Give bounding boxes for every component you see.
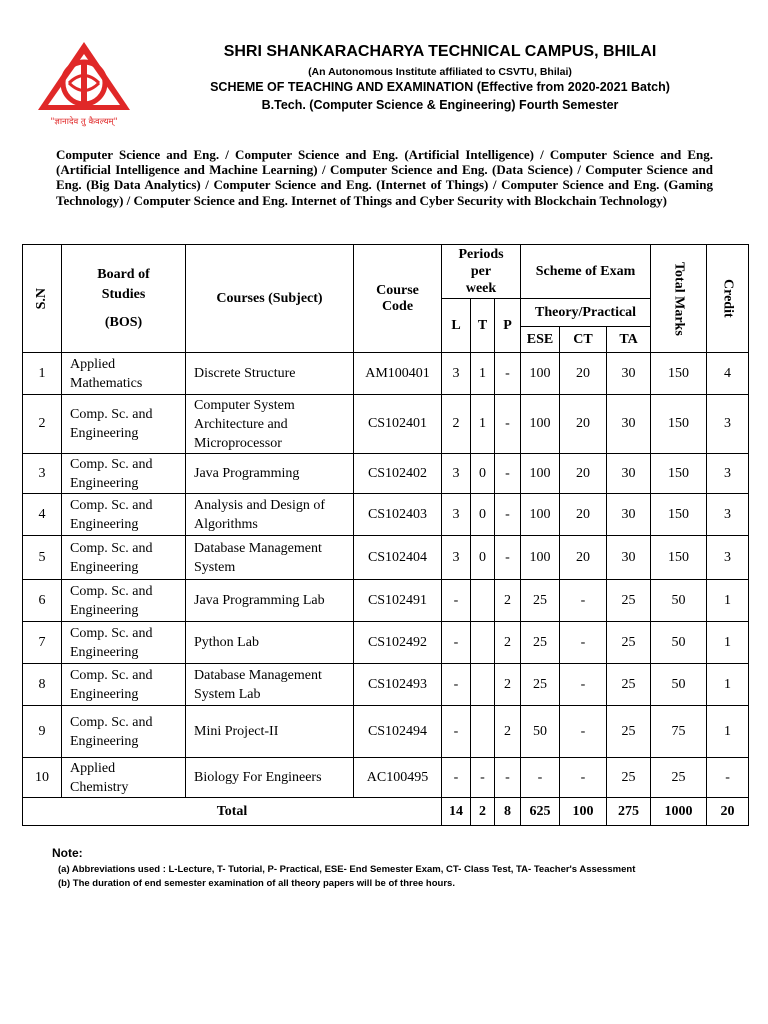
note-title: Note:: [52, 846, 83, 860]
l-cell: -: [442, 580, 471, 622]
table-row: [23, 580, 749, 622]
p-cell: -: [495, 536, 521, 580]
code-cell: AC100495: [354, 758, 442, 798]
header-credit: Credit: [707, 245, 749, 353]
course-cell: Database Management System Lab: [186, 664, 354, 706]
header-l: L: [442, 299, 471, 353]
sn-cell: 1: [23, 353, 62, 395]
l-cell: 2: [442, 395, 471, 454]
total-cell: 50: [651, 664, 707, 706]
sn-cell: 9: [23, 706, 62, 758]
table-row: [23, 353, 749, 395]
header-total-marks: Total Marks: [651, 245, 707, 353]
bos-cell: Comp. Sc. and Engineering: [62, 536, 186, 580]
ta-cell: 25: [607, 622, 651, 664]
t-cell: 0: [471, 536, 495, 580]
credit-cell: 1: [707, 706, 749, 758]
sn-cell: 3: [23, 454, 62, 494]
total-cell: 150: [651, 395, 707, 454]
ct-cell: -: [560, 758, 607, 798]
ta-cell: 25: [607, 580, 651, 622]
bos-cell: Comp. Sc. and Engineering: [62, 494, 186, 536]
table-row: [23, 622, 749, 664]
ese-cell: 100: [521, 353, 560, 395]
credit-cell: 3: [707, 454, 749, 494]
ct-cell: 20: [560, 395, 607, 454]
t-cell: -: [471, 758, 495, 798]
ese-cell: 25: [521, 622, 560, 664]
code-cell: CS102492: [354, 622, 442, 664]
table-row: [23, 664, 749, 706]
l-cell: 3: [442, 353, 471, 395]
total-cell: 25: [651, 758, 707, 798]
ese-cell: 25: [521, 664, 560, 706]
p-cell: -: [495, 454, 521, 494]
code-cell: CS102404: [354, 536, 442, 580]
header-course: Courses (Subject): [186, 245, 354, 353]
course-cell: Java Programming Lab: [186, 580, 354, 622]
course-cell: Analysis and Design of Algorithms: [186, 494, 354, 536]
branch-list: Computer Science and Eng. / Computer Science and Eng. (Artificial Intelligence) / Computer Science and Eng. (Artificial Intelligence and Machine Learning) / Computer Science and Eng. (Data Science) / Computer Science and Eng. (Big Data Analytics) / Computer Science and Eng. (Internet of Things) / Computer Science and Eng. (Gaming Technology) / Computer Science and Eng. Internet of Things and Cyber Security with Blockchain Technology): [56, 147, 713, 208]
ta-cell: 30: [607, 536, 651, 580]
credit-cell: 1: [707, 664, 749, 706]
ta-cell: 30: [607, 395, 651, 454]
p-cell: -: [495, 353, 521, 395]
bos-cell: Comp. Sc. and Engineering: [62, 454, 186, 494]
ese-cell: 50: [521, 706, 560, 758]
header-ta: TA: [607, 327, 651, 353]
ct-cell: -: [560, 580, 607, 622]
table-row: [23, 758, 749, 798]
sn-cell: 7: [23, 622, 62, 664]
header-scheme-exam: Scheme of Exam: [521, 245, 651, 299]
ese-cell: 100: [521, 454, 560, 494]
ta-cell: 30: [607, 494, 651, 536]
code-cell: CS102403: [354, 494, 442, 536]
bos-cell: Comp. Sc. and Engineering: [62, 706, 186, 758]
header-periods: Periods per week: [442, 245, 521, 299]
header-code: Course Code: [354, 245, 442, 353]
credit-cell: 3: [707, 536, 749, 580]
bos-cell: Comp. Sc. and Engineering: [62, 622, 186, 664]
header-bos: Board of Studies (BOS): [62, 245, 186, 353]
header-ct: CT: [560, 327, 607, 353]
total-credit: 20: [707, 798, 749, 826]
t-cell: 1: [471, 353, 495, 395]
bos-cell: Comp. Sc. and Engineering: [62, 664, 186, 706]
course-cell: Mini Project-II: [186, 706, 354, 758]
t-cell: 1: [471, 395, 495, 454]
ta-cell: 30: [607, 454, 651, 494]
total-row: [23, 798, 749, 826]
course-cell: Java Programming: [186, 454, 354, 494]
notes-list: [58, 863, 635, 891]
total-marks: 1000: [651, 798, 707, 826]
total-cell: 150: [651, 536, 707, 580]
credit-cell: 4: [707, 353, 749, 395]
t-cell: [471, 664, 495, 706]
table-row: [23, 494, 749, 536]
bos-cell: Applied Chemistry: [62, 758, 186, 798]
p-cell: -: [495, 395, 521, 454]
logo-motto: "ज्ञानादेव तु कैवल्यम्": [50, 117, 118, 127]
credit-cell: 3: [707, 395, 749, 454]
ese-cell: 100: [521, 494, 560, 536]
l-cell: -: [442, 622, 471, 664]
sn-cell: 8: [23, 664, 62, 706]
t-cell: 0: [471, 494, 495, 536]
ct-cell: -: [560, 622, 607, 664]
ta-cell: 30: [607, 353, 651, 395]
p-cell: 2: [495, 664, 521, 706]
scheme-table: [22, 244, 749, 826]
ct-cell: 20: [560, 353, 607, 395]
credit-cell: -: [707, 758, 749, 798]
code-cell: AM100401: [354, 353, 442, 395]
ct-cell: -: [560, 706, 607, 758]
t-cell: [471, 622, 495, 664]
l-cell: -: [442, 706, 471, 758]
total-cell: 50: [651, 622, 707, 664]
ese-cell: 100: [521, 395, 560, 454]
ct-cell: -: [560, 664, 607, 706]
note-a: (a) Abbreviations used : L-Lecture, T- Tutorial, P- Practical, ESE- End Semester Exam, CT- Class Test, TA- Teacher's Assessment: [58, 864, 636, 875]
t-cell: [471, 706, 495, 758]
table-row: [23, 454, 749, 494]
code-cell: CS102493: [354, 664, 442, 706]
table-row: [23, 536, 749, 580]
credit-cell: 1: [707, 622, 749, 664]
course-cell: Discrete Structure: [186, 353, 354, 395]
total-cell: 150: [651, 454, 707, 494]
code-cell: CS102494: [354, 706, 442, 758]
table-row: [23, 706, 749, 758]
l-cell: 3: [442, 494, 471, 536]
total-t: 2: [471, 798, 495, 826]
table-row: [23, 395, 749, 454]
header-sn: S.N: [23, 245, 62, 353]
ese-cell: 100: [521, 536, 560, 580]
sn-cell: 10: [23, 758, 62, 798]
bos-cell: Applied Mathematics: [62, 353, 186, 395]
bos-cell: Comp. Sc. and Engineering: [62, 580, 186, 622]
affiliation: (An Autonomous Institute affiliated to CSVTU, Bhilai): [308, 66, 572, 78]
ese-cell: -: [521, 758, 560, 798]
p-cell: 2: [495, 706, 521, 758]
total-cell: 150: [651, 494, 707, 536]
total-l: 14: [442, 798, 471, 826]
total-ese: 625: [521, 798, 560, 826]
l-cell: 3: [442, 536, 471, 580]
course-cell: Biology For Engineers: [186, 758, 354, 798]
code-cell: CS102491: [354, 580, 442, 622]
institute-logo: [36, 40, 132, 130]
total-ct: 100: [560, 798, 607, 826]
total-cell: 50: [651, 580, 707, 622]
credit-cell: 3: [707, 494, 749, 536]
p-cell: 2: [495, 622, 521, 664]
sn-cell: 6: [23, 580, 62, 622]
total-cell: 75: [651, 706, 707, 758]
header-p: P: [495, 299, 521, 353]
l-cell: -: [442, 758, 471, 798]
code-cell: CS102401: [354, 395, 442, 454]
t-cell: 0: [471, 454, 495, 494]
ese-cell: 25: [521, 580, 560, 622]
p-cell: -: [495, 758, 521, 798]
t-cell: [471, 580, 495, 622]
total-cell: 150: [651, 353, 707, 395]
header-theory-practical: Theory/Practical: [521, 299, 651, 327]
l-cell: 3: [442, 454, 471, 494]
p-cell: -: [495, 494, 521, 536]
code-cell: CS102402: [354, 454, 442, 494]
note-b: (b) The duration of end semester examination of all theory papers will be of three hours.: [58, 878, 455, 889]
total-p: 8: [495, 798, 521, 826]
course-cell: Python Lab: [186, 622, 354, 664]
ct-cell: 20: [560, 494, 607, 536]
header-t: T: [471, 299, 495, 353]
ct-cell: 20: [560, 454, 607, 494]
scheme-title: SCHEME OF TEACHING AND EXAMINATION (Effective from 2020-2021 Batch): [210, 80, 670, 94]
program-title: B.Tech. (Computer Science & Engineering) Fourth Semester: [261, 98, 619, 112]
sn-cell: 2: [23, 395, 62, 454]
total-label: Total: [23, 798, 442, 826]
ta-cell: 25: [607, 758, 651, 798]
ta-cell: 25: [607, 664, 651, 706]
header-ese: ESE: [521, 327, 560, 353]
bos-cell: Comp. Sc. and Engineering: [62, 395, 186, 454]
p-cell: 2: [495, 580, 521, 622]
ct-cell: 20: [560, 536, 607, 580]
sn-cell: 4: [23, 494, 62, 536]
credit-cell: 1: [707, 580, 749, 622]
sn-cell: 5: [23, 536, 62, 580]
total-ta: 275: [607, 798, 651, 826]
course-cell: Database Management System: [186, 536, 354, 580]
course-cell: Computer System Architecture and Microprocessor: [186, 395, 354, 454]
institute-name: SHRI SHANKARACHARYA TECHNICAL CAMPUS, BHILAI: [223, 43, 657, 60]
l-cell: -: [442, 664, 471, 706]
ta-cell: 25: [607, 706, 651, 758]
